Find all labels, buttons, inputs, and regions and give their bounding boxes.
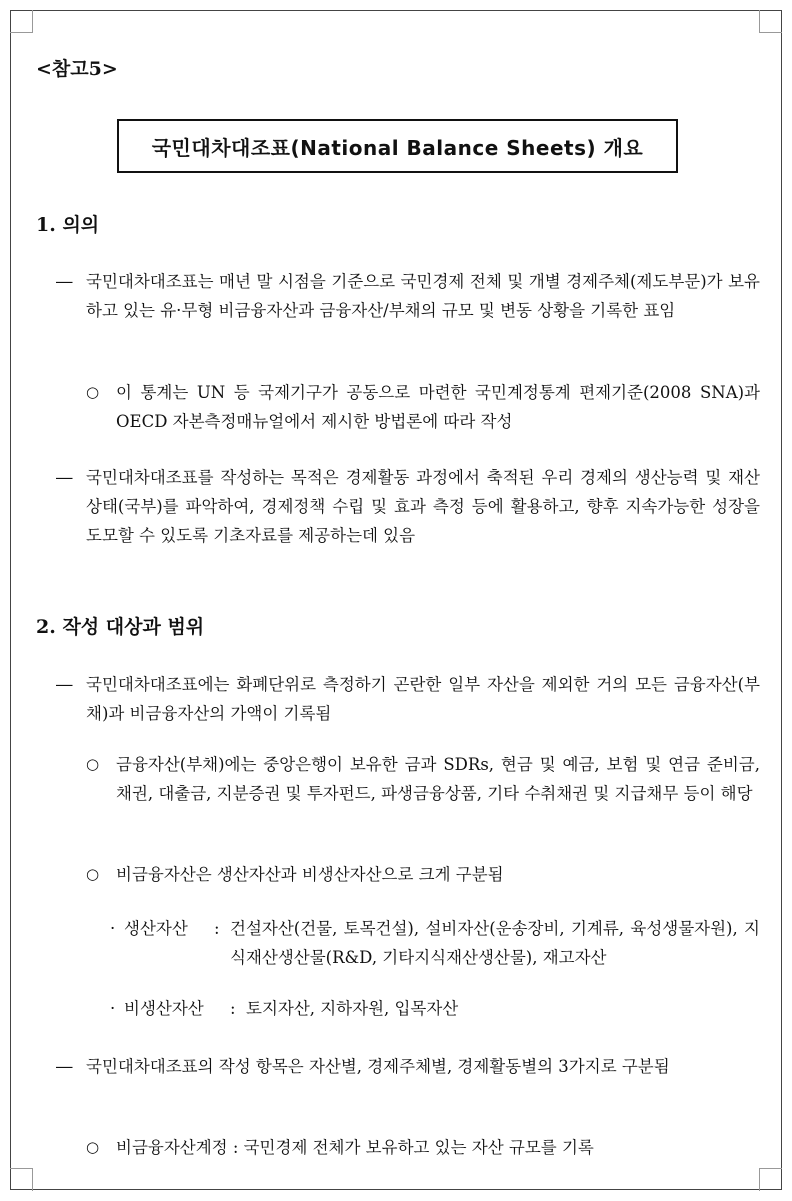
circle-bullet: ○ [86, 865, 100, 883]
section-1-paragraph-2: 국민대차대조표를 작성하는 목적은 경제활동 과정에서 축적된 우리 경제의 생산능력 및 재산상태(국부)를 파악하여, 경제정책 수립 및 효과 측정 등에 활용하고, 향후 지속가능한 성장을 도모할 수 있도록 기초자료를 제공하는데 있음 [86, 468, 760, 545]
section-1-paragraph-1: 국민대차대조표는 매년 말 시점을 기준으로 국민경제 전체 및 개별 경제주체(제도부문)가 보유하고 있는 유·무형 비금융자산과 금융자산/부채의 규모 및 변동 상황을 기록한 표임 [86, 272, 760, 320]
nonproduced-assets-colon: : [230, 999, 236, 1018]
dot-bullet: · [110, 999, 116, 1018]
reference-label: <참고5> [36, 58, 118, 80]
dash-bullet: ― [56, 675, 73, 694]
produced-assets-label: 생산자산 [124, 919, 188, 938]
dash-bullet: ― [56, 272, 73, 291]
dot-bullet: · [110, 919, 116, 938]
section-2-paragraph-1-sub-2: 비금융자산은 생산자산과 비생산자산으로 크게 구분됨 [116, 865, 504, 884]
section-2-paragraph-1: 국민대차대조표에는 화폐단위로 측정하기 곤란한 일부 자산을 제외한 거의 모든 금융자산(부채)과 비금융자산의 가액이 기록됨 [86, 675, 760, 723]
dash-bullet: ― [56, 468, 73, 487]
produced-assets-colon: : [214, 919, 220, 938]
corner-mark-bottom-left [10, 1168, 33, 1191]
circle-bullet: ○ [86, 1138, 100, 1156]
section-2-paragraph-2: 국민대차대조표의 작성 항목은 자산별, 경제주체별, 경제활동별의 3가지로 구분됨 [86, 1057, 670, 1076]
section-1-heading: 1. 의의 [36, 214, 100, 236]
corner-mark-bottom-right [759, 1168, 782, 1191]
nonproduced-assets-label: 비생산자산 [124, 999, 204, 1018]
section-2-heading: 2. 작성 대상과 범위 [36, 616, 205, 638]
section-2-paragraph-2-sub: 비금융자산계정 : 국민경제 전체가 보유하고 있는 자산 규모를 기록 [116, 1138, 594, 1157]
dash-bullet: ― [56, 1057, 73, 1076]
circle-bullet: ○ [86, 755, 100, 773]
corner-mark-top-right [759, 10, 782, 33]
document-title: 국민대차대조표(National Balance Sheets) 개요 [117, 119, 678, 173]
produced-assets-body: 건설자산(건물, 토목건설), 설비자산(운송장비, 기계류, 육성생물자원), 지식재산생산물(R&D, 기타지식재산생산물), 재고자산 [230, 919, 760, 967]
nonproduced-assets-body: 토지자산, 지하자원, 입목자산 [246, 999, 459, 1018]
section-1-paragraph-1-sub: 이 통계는 UN 등 국제기구가 공동으로 마련한 국민계정통계 편제기준(2008 SNA)과 OECD 자본측정매뉴얼에서 제시한 방법론에 따라 작성 [116, 383, 760, 431]
circle-bullet: ○ [86, 383, 100, 401]
corner-mark-top-left [10, 10, 33, 33]
section-2-paragraph-1-sub-1: 금융자산(부채)에는 중앙은행이 보유한 금과 SDRs, 현금 및 예금, 보험 및 연금 준비금, 채권, 대출금, 지분증권 및 투자펀드, 파생금융상품, 기타 수취채권 및 지급채무 등이 해당 [116, 755, 760, 803]
